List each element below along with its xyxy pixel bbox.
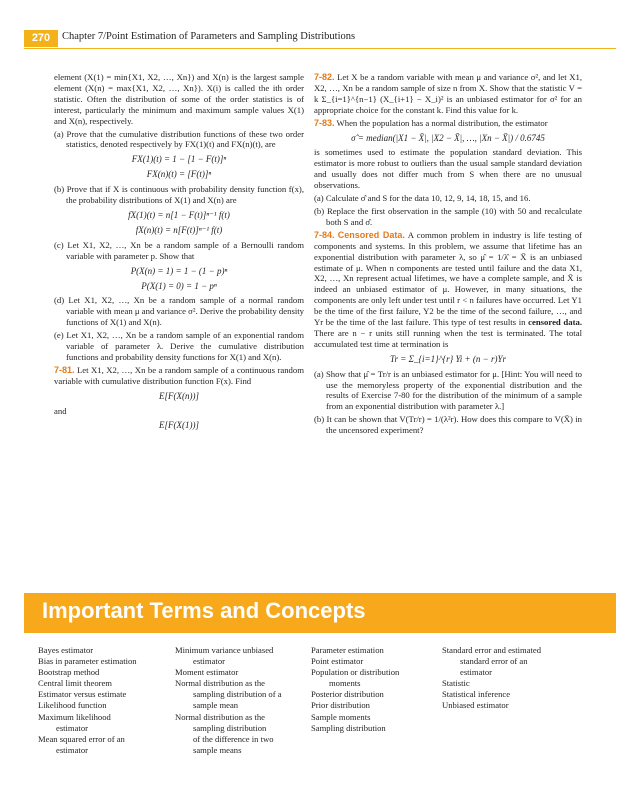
term: Unbiased estimator xyxy=(442,700,509,711)
term: Population or distribution xyxy=(311,667,400,678)
terms-column-1 xyxy=(38,645,173,756)
term: Statistic xyxy=(442,678,470,689)
term: Normal distribution as the xyxy=(175,678,265,689)
equation-c2: P(X(1) = 0) = 1 − pⁿ xyxy=(141,280,217,291)
part-a-83: (a) Calculate σ̂ and S for the data 10, 12, 9, 14, 18, 15, and 16. xyxy=(314,193,531,204)
right-column xyxy=(314,72,582,438)
term: Sample moments xyxy=(311,711,371,722)
exercise-7-83-text: is sometimes used to estimate the population standard deviation. This estimator is more robust to outliers than the usual sample standard deviation and usually does not differ much from S when there are no unusual observations. xyxy=(314,147,582,191)
equation-a2: FX(n)(t) = [F(t)]ⁿ xyxy=(146,169,212,180)
exercise-number: 7-84. xyxy=(314,229,335,240)
term: Maximum likelihood xyxy=(38,711,111,722)
exercise-number: 7-81. xyxy=(54,364,75,375)
terms-banner xyxy=(24,593,616,633)
term: Sampling distribution xyxy=(311,722,386,733)
term: Parameter estimation xyxy=(311,645,384,655)
term: Central limit theorem xyxy=(38,678,112,689)
term-continued: estimator xyxy=(193,656,225,667)
equation-c1: P(X(n) = 1) = 1 − (1 − p)ⁿ xyxy=(130,265,228,276)
header-rule xyxy=(24,48,616,49)
intro-paragraph: element (X(1) = min{X1, X2, …, Xn}) and X(n) is the largest sample element (X(n) = max{X1, X2, …, Xn}). X(i) is called the ith order statistic. Often the distribution of some of the order statistics is of interest, particularly the minimum and maximum sample values X(1) and X(n), respectively. xyxy=(54,72,304,126)
term-continued: estimator xyxy=(56,744,88,755)
exercise-number: 7-83. xyxy=(314,117,335,128)
equation-81a: E[F(X(n))] xyxy=(159,390,199,401)
term-continued: estimator xyxy=(56,722,88,733)
term: Point estimator xyxy=(311,656,364,667)
exercise-7-83: 7-83. When the population has a normal distribution, the estimator xyxy=(314,117,548,128)
exercise-7-82: 7-82. Let X be a random variable with mean μ and variance σ², and let X1, X2, …, Xn be a random sample of size n from X. Show that the statistic V = k Σ_{i=1}^{n−1} (X_{i+1} − X_i)² is an unbiased estimator for σ² for an appropriate choice for the constant k. Find this value for k. xyxy=(314,72,583,115)
term-continued: sampling distribution xyxy=(193,722,267,733)
equation-b2: fX(n)(t) = n[F(t)]ⁿ⁻¹ f(t) xyxy=(135,224,223,235)
terms-column-4 xyxy=(442,645,602,712)
page-number: 270 xyxy=(24,30,58,47)
part-b-84: (b) It can be shown that V(Tr/r) = 1/(λ²r). How does this compare to V(X̄) in the uncensored experiment? xyxy=(314,414,582,436)
exercise-7-84: 7-84. Censored Data. A common problem in industry is life testing of components and systems. In this problem, we assume that lifetime has an exponential distribution with parameter λ, so μ̂ = 1/λ̂ = X̄ is an unbiased estimate of μ. When n components are tested until failure and the data X1, X2, …, Xn represent actual lifetimes, we have a complete sample, and X̄ is indeed an unbiased estimator of μ. However, in many situations, the components are only left under test until r < n failures have occurred. Let Y1 be the time of the first failure, Y2 be the time of the second failure, …, and Yr be the time of the last failure. This type of test results in censored data. There are n − r units still running when the test is terminated. The total accumulated test time at termination is xyxy=(314,229,583,349)
part-c: (c) Let X1, X2, …, Xn be a random sample of a Bernoulli random variable with parameter p. Show that xyxy=(54,239,304,261)
part-b-83: (b) Replace the first observation in the sample (10) with 50 and recalculate both S and σ̂. xyxy=(314,205,582,227)
left-column xyxy=(54,72,304,435)
exercise-7-81: 7-81. Let X1, X2, …, Xn be a random sample of a continuous random variable with cumulative distribution function F(x). Find xyxy=(54,364,304,386)
term: Posterior distribution xyxy=(311,689,384,700)
term: Bayes estimator xyxy=(38,645,94,655)
part-a-84: (a) Show that μ̂ = Tr/r is an unbiased estimator for μ. [Hint: You will need to use the memoryless property of the exponential distribution and the results of Exercise 7-80 for the distribution of the minimum of a sample from an exponential distribution with parameter λ.] xyxy=(314,368,582,412)
term: Bias in parameter estimation xyxy=(38,656,137,667)
terms-column-2 xyxy=(175,645,310,756)
equation-83: σ̂ = median(|X1 − X̄|, |X2 − X̄|, …, |Xn − X̄|) / 0.6745 xyxy=(351,132,545,143)
term: Mean squared error of an xyxy=(38,733,125,744)
term-continued: standard error of an xyxy=(460,656,528,667)
term-continued: sample mean xyxy=(193,700,239,711)
equation-a1: FX(1)(t) = 1 − [1 − F(t)]ⁿ xyxy=(131,154,227,165)
and-text: and xyxy=(54,405,67,416)
term: Normal distribution as the xyxy=(175,711,265,722)
term: Minimum variance unbiased xyxy=(175,645,274,655)
term-continued: of the difference in two xyxy=(193,733,274,744)
term-continued: moments xyxy=(329,678,361,689)
part-d: (d) Let X1, X2, …, Xn be a random sample of a normal random variable with mean μ and variance σ². Derive the probability density functions of X(1) and X(n). xyxy=(54,295,304,328)
equation-84: Tr = Σ_{i=1}^{r} Yi + (n − r)Yr xyxy=(390,353,506,364)
exercise-number: 7-82. xyxy=(314,72,335,82)
term: Likelihood function xyxy=(38,700,107,711)
term: Prior distribution xyxy=(311,700,370,711)
bold-term: censored data. xyxy=(528,317,582,328)
term-continued: sample means xyxy=(193,744,242,755)
terms-column-3 xyxy=(311,645,441,734)
part-b: (b) Prove that if X is continuous with probability density function f(x), the probability distributions of X(1) and X(n) are xyxy=(54,184,304,206)
chapter-title: Chapter 7/Point Estimation of Parameters and Sampling Distributions xyxy=(62,31,356,42)
part-e: (e) Let X1, X2, …, Xn be a random sample of an exponential random variable of parameter λ. Derive the cumulative distribution functions and probability density functions for X(1) and X(n). xyxy=(54,330,304,362)
term-continued: sampling distribution of a xyxy=(193,689,282,700)
equation-b1: fX(1)(t) = n[1 − F(t)]ⁿ⁻¹ f(t) xyxy=(128,209,230,220)
term-continued: estimator xyxy=(460,667,492,678)
exercise-title: Censored Data. xyxy=(337,229,405,240)
term: Estimator versus estimate xyxy=(38,689,127,700)
part-a: (a) Prove that the cumulative distribution functions of these two order statistics, denoted respectively by FX(1)(t) and FX(n)(t), are xyxy=(54,128,304,150)
equation-81b: E[F(X(1))] xyxy=(159,420,199,431)
term: Moment estimator xyxy=(175,667,239,678)
term: Statistical inference xyxy=(442,689,511,700)
banner-title: Important Terms and Concepts xyxy=(42,598,366,623)
term: Standard error and estimated xyxy=(442,645,542,655)
term: Bootstrap method xyxy=(38,667,100,678)
